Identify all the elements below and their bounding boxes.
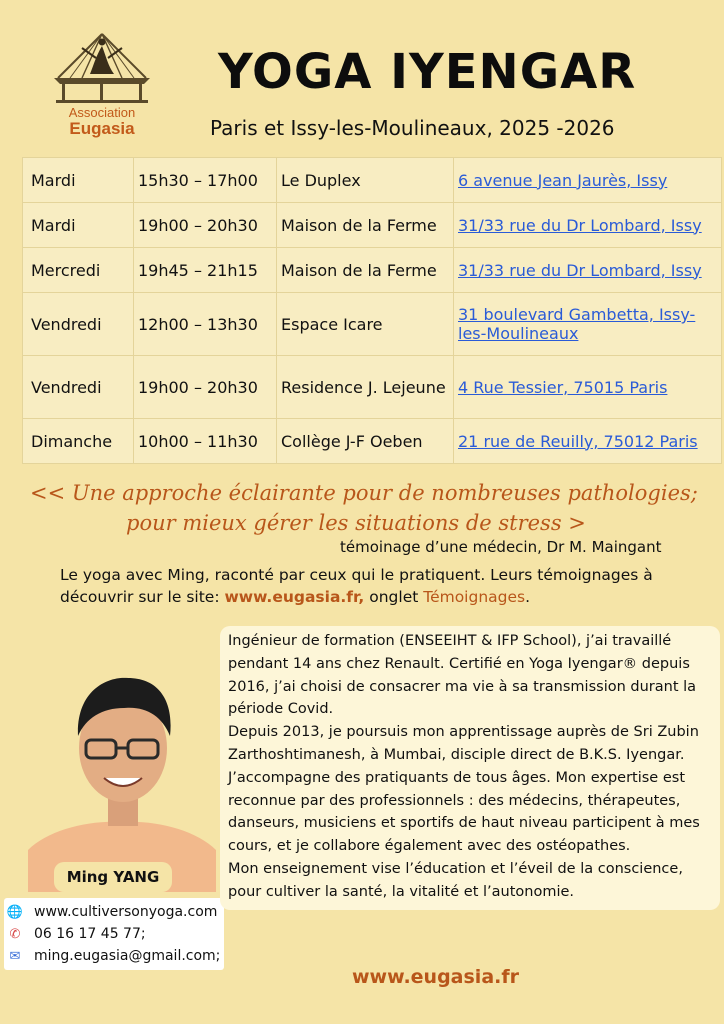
- time-cell: 19h00 – 20h30: [134, 203, 277, 248]
- address-cell: [454, 203, 722, 248]
- day-cell: Dimanche: [23, 419, 134, 464]
- globe-icon: 🌐: [6, 904, 24, 920]
- footer-website[interactable]: www.eugasia.fr: [352, 966, 519, 988]
- address-link[interactable]: 4 Rue Tessier, 75015 Paris: [458, 377, 668, 397]
- profile-photo: [28, 670, 216, 892]
- quote-line-2: pour mieux gérer les situations de stress >: [126, 511, 586, 535]
- address-cell: [454, 356, 722, 419]
- address-link[interactable]: 6 avenue Jean Jaurès, Issy: [458, 170, 668, 190]
- day-cell: Mercredi: [23, 248, 134, 293]
- address-link[interactable]: 31/33 rue du Dr Lombard, Issy: [458, 260, 702, 280]
- contact-email-text[interactable]: ming.eugasia@gmail.com;: [34, 948, 221, 964]
- bio-paragraph: Mon enseignement vise l’éducation et l’éveil de la conscience, pour cultiver la santé, la vitalité et l’autonomie.: [228, 860, 683, 900]
- intro-text-2: onglet: [364, 588, 424, 606]
- table-row: [23, 419, 722, 464]
- email-icon: ✉: [9, 948, 21, 964]
- table-row: [23, 248, 722, 293]
- address-link[interactable]: 21 rue de Reuilly, 75012 Paris: [458, 431, 698, 451]
- address-cell: [454, 158, 722, 203]
- day-cell: Mardi: [23, 203, 134, 248]
- intro-end: .: [525, 588, 531, 606]
- schedule-table: [22, 157, 722, 464]
- contact-web: [4, 901, 224, 923]
- place-cell: Maison de la Ferme: [277, 248, 454, 293]
- bio-paragraph: Depuis 2013, je poursuis mon apprentissage auprès de Sri Zubin Zarthoshtimanesh, à Mumbai, disciple direct de B.K.S. Iyengar.: [228, 724, 699, 763]
- page-subtitle: Paris et Issy-les-Moulineaux, 2025 -2026: [210, 116, 615, 140]
- quote-source: témoinage d’une médecin, Dr M. Maingant: [340, 538, 662, 556]
- logo-eugasia-text: Eugasia: [69, 119, 135, 138]
- bio-text: [220, 626, 720, 910]
- day-cell: Vendredi: [23, 356, 134, 419]
- time-cell: 19h00 – 20h30: [134, 356, 277, 419]
- address-cell: [454, 293, 722, 356]
- intro-site-link[interactable]: www.eugasia.fr,: [224, 588, 365, 606]
- contact-phone-text[interactable]: 06 16 17 45 77;: [34, 926, 146, 942]
- page-title: YOGA IYENGAR: [218, 44, 637, 100]
- intro-text: Le yoga avec Ming, raconté par ceux qui le pratiquent. Leurs témoignages à découvrir sur le site:: [60, 566, 653, 606]
- place-cell: Maison de la Ferme: [277, 203, 454, 248]
- table-row: [23, 203, 722, 248]
- phone-icon: ✆: [9, 926, 21, 942]
- time-cell: 19h45 – 21h15: [134, 248, 277, 293]
- address-cell: [454, 419, 722, 464]
- contact-box: [4, 898, 224, 970]
- quote-line-1: << Une approche éclairante pour de nombreuses pathologies;: [30, 481, 698, 505]
- contact-email: [4, 945, 224, 967]
- address-cell: [454, 248, 722, 293]
- table-row: [23, 356, 722, 419]
- portrait-icon: [28, 670, 216, 892]
- table-row: [23, 293, 722, 356]
- place-cell: Residence J. Lejeune: [277, 356, 454, 419]
- intro-testimonials-tab[interactable]: Témoignages: [423, 588, 526, 606]
- bio-paragraph: Ingénieur de formation (ENSEEIHT & IFP School), j’ai travaillé pendant 14 ans chez Renault. Certifié en Yoga Iyengar® depuis 2016, j’ai choisi de consacrer ma vie à sa transmission durant la période Covid.: [228, 633, 697, 718]
- place-cell: Le Duplex: [277, 158, 454, 203]
- logo-association-text: Association: [68, 105, 136, 120]
- time-cell: 12h00 – 13h30: [134, 293, 277, 356]
- time-cell: 15h30 – 17h00: [134, 158, 277, 203]
- time-cell: 10h00 – 11h30: [134, 419, 277, 464]
- pagoda-yoga-icon: [52, 30, 152, 105]
- contact-phone: [4, 923, 224, 945]
- testimonial-quote: [30, 478, 720, 538]
- address-link[interactable]: 31/33 rue du Dr Lombard, Issy: [458, 215, 702, 235]
- table-row: [23, 158, 722, 203]
- eugasia-logo: [52, 30, 152, 140]
- profile-name: Ming YANG: [54, 862, 172, 892]
- place-cell: Collège J-F Oeben: [277, 419, 454, 464]
- testimonials-intro: [60, 564, 680, 608]
- bio-paragraph: J’accompagne des pratiquants de tous âges. Mon expertise est reconnue par des professionnels : des médecins, thérapeutes, danseurs, musiciens et sportifs de haut niveau participent à mes cours, et je collabore également avec des ostéopathes.: [228, 769, 700, 855]
- contact-web-text[interactable]: www.cultiversonyoga.com: [34, 904, 218, 920]
- place-cell: Espace Icare: [277, 293, 454, 356]
- day-cell: Vendredi: [23, 293, 134, 356]
- address-link[interactable]: 31 boulevard Gambetta, Issy-les-Moulineaux: [458, 305, 696, 343]
- day-cell: Mardi: [23, 158, 134, 203]
